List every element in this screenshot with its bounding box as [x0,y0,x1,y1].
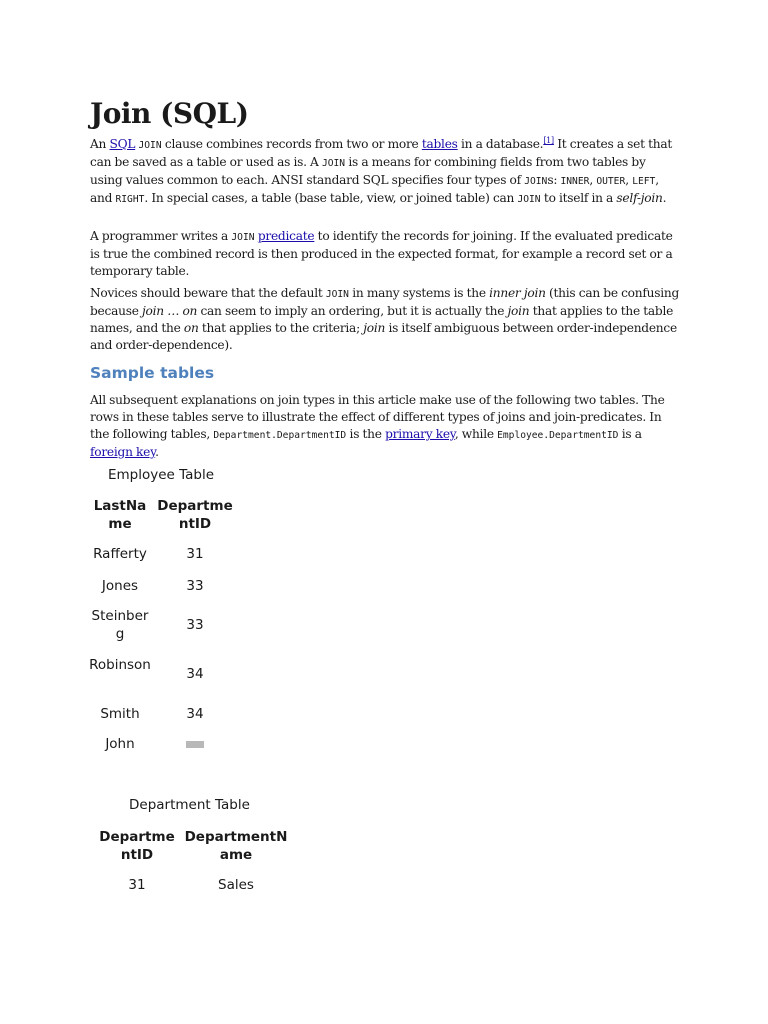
foreign-key-link[interactable]: foreign key [90,445,156,459]
section-heading: Sample tables [90,364,215,382]
null-value-glyph [186,741,204,748]
sample-tables-paragraph: All subsequent explanations on join types in this article make use of the following two tables. The rows in these tables serve to illustrate the effect of different types of joins and join-predicates. In the following tables, Department.DepartmentID is the primary key, while Employee.DepartmentID is a foreign key. [90,393,665,459]
employee-lastname: John [105,736,135,752]
page-title: Join (SQL) [90,97,249,130]
employee-lastname: Jones [101,578,139,594]
reference-1-link[interactable]: [1] [543,135,554,145]
predicate-paragraph: A programmer writes a JOIN predicate to identify the records for joining. If the evaluated predicate is true the combined record is then produced in the expected format, for example a record set or a temporary table. [90,229,673,278]
employee-departmentid: 33 [186,578,204,594]
column-header-departmentname: DepartmentName [184,829,288,863]
column-header-lastname: LastName [93,498,147,532]
employee-lastname: Smith [100,706,140,722]
tables-link[interactable]: tables [421,137,458,151]
department-departmentid: 31 [128,877,146,893]
employee-table-caption: Employee Table [108,467,215,483]
intro-paragraph: An SQL JOIN clause combines records from two or more tables in a database.[1] It creates a set that can be saved as a table or used as is. A JOIN is a means for combining fields from two tables by using values common to each. ANSI standard SQL specifies four types of JOINs: INNER, OUTER, LEFT, and RIGHT. In special cases, a table (base table, view, or joined table) can JOIN to itself in a self-join. [90,135,673,205]
employee-lastname: Robinson [89,657,151,673]
department-departmentname: Sales [218,877,254,893]
primary-key-link[interactable]: primary key [385,427,455,441]
employee-lastname: Steinberg [91,608,149,642]
predicate-link[interactable]: predicate [257,229,315,243]
employee-lastname: Rafferty [93,546,147,562]
sql-link[interactable]: SQL [109,137,136,151]
department-table-caption: Department Table [129,797,250,813]
column-header-departmentid: DepartmentID [99,829,175,863]
employee-departmentid: 33 [186,617,204,633]
novices-paragraph: Novices should beware that the default JOIN in many systems is the inner join (this can be confusing because join … on can seem to imply an ordering, but it is actually the join that applies to the table names, and the on that applies to the criteria; join is itself ambiguous between order-independence and order-dependence). [90,286,680,352]
employee-departmentid: 34 [186,666,204,682]
column-header-departmentid: DepartmentID [157,498,233,532]
employee-departmentid: 34 [186,706,204,722]
employee-departmentid-null [155,735,235,753]
employee-departmentid: 31 [186,546,204,562]
